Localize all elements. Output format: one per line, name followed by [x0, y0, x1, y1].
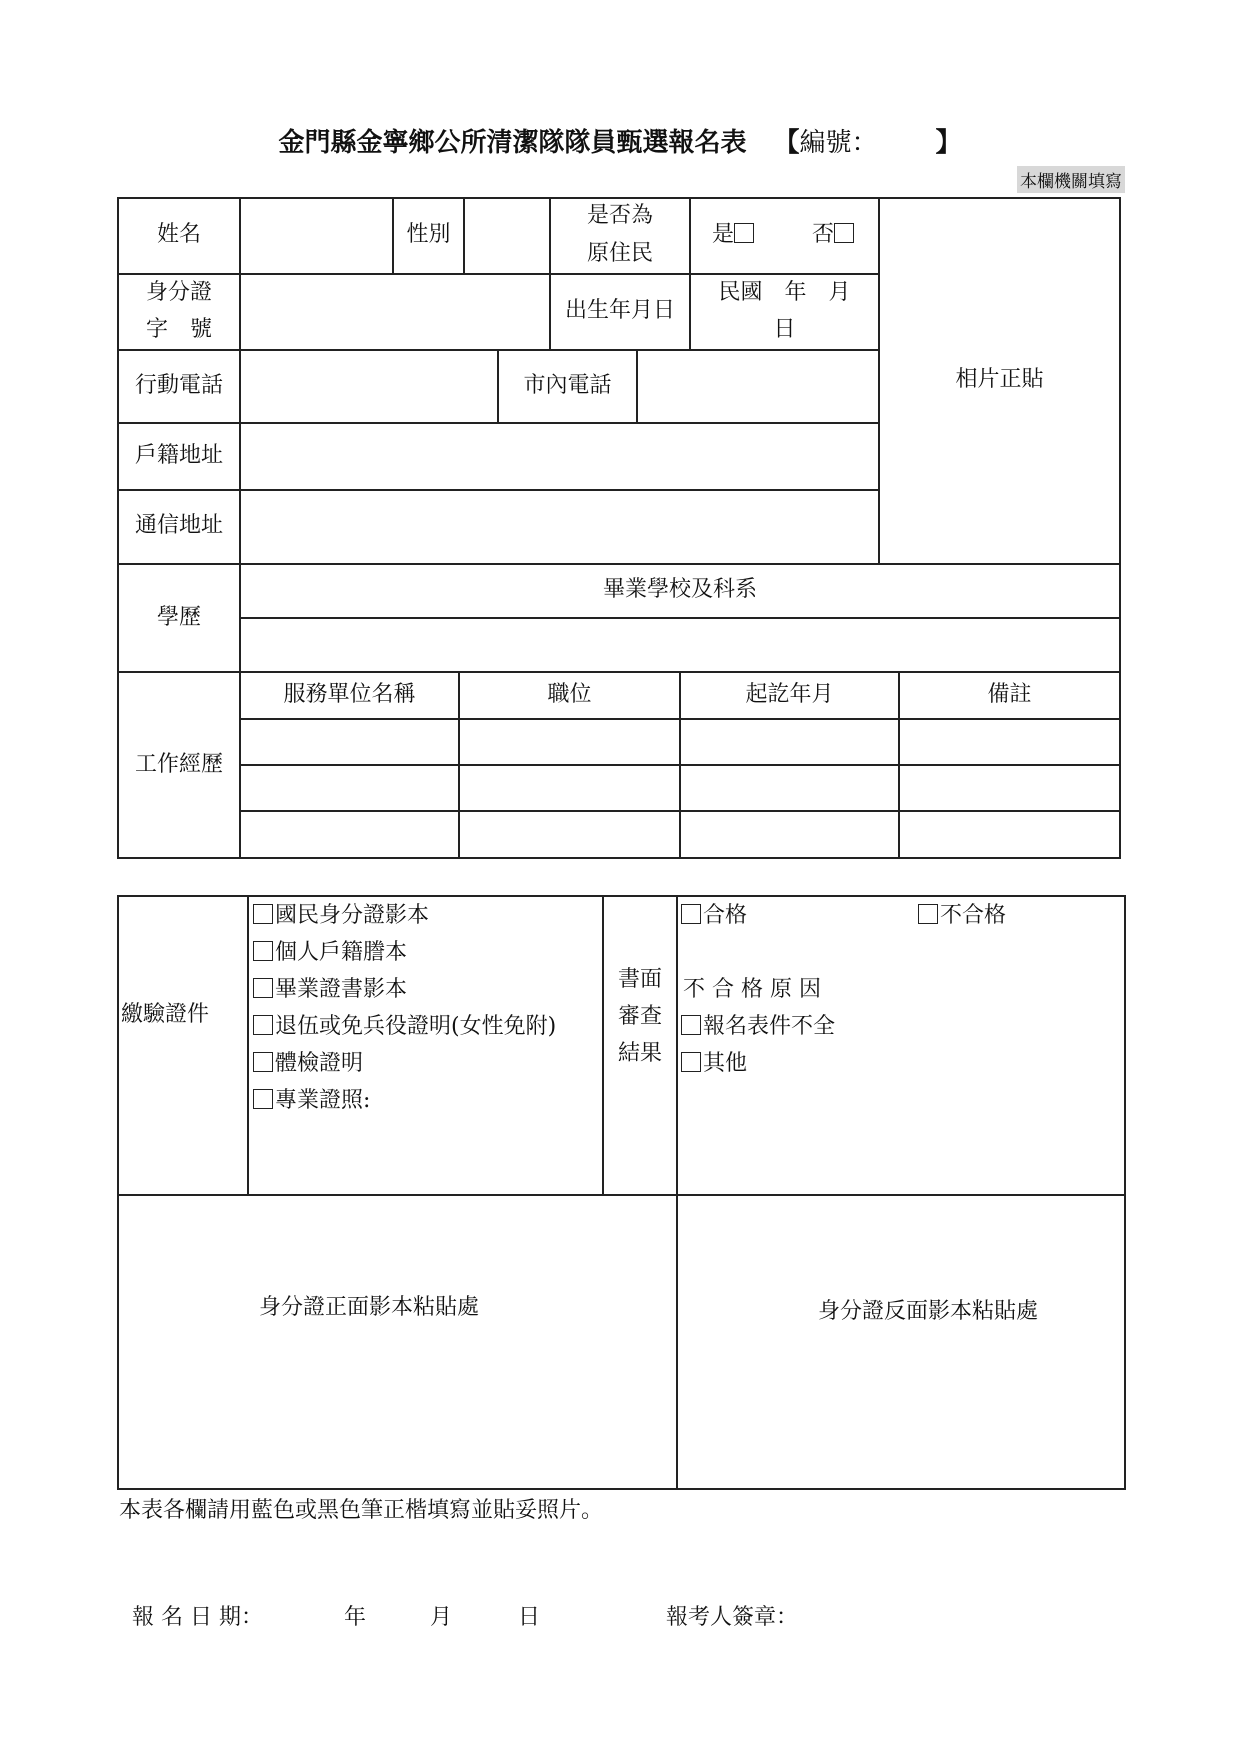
indigenous-no-option[interactable]	[812, 216, 856, 254]
doc-item-military[interactable]	[253, 1008, 556, 1046]
no-checkbox[interactable]	[834, 223, 854, 243]
birth-date-label: 出生年月日	[564, 298, 675, 323]
doc-item-diploma[interactable]	[253, 971, 407, 1009]
doc-diploma-label: 畢業證書影本	[275, 977, 408, 1002]
review-fail-checkbox[interactable]	[918, 904, 938, 924]
serial-number-field[interactable]	[774, 128, 962, 158]
work-col-remarks: 備註	[987, 682, 1032, 707]
review-fail-option[interactable]	[918, 897, 1006, 935]
gender-label: 性別	[406, 222, 451, 247]
signature-label: 報考人簽章：	[666, 1605, 799, 1630]
doc-military-checkbox[interactable]	[253, 1015, 273, 1035]
doc-health-checkbox[interactable]	[253, 1052, 273, 1072]
work-experience-label: 工作經歷	[134, 752, 223, 777]
indigenous-label-line1: 是否為	[586, 203, 653, 228]
reason-incomplete-label: 報名表件不全	[703, 1014, 836, 1039]
id-number-field[interactable]	[241, 275, 549, 349]
name-field[interactable]	[241, 199, 392, 273]
review-pass-checkbox[interactable]	[681, 904, 701, 924]
serial-label: 編號：	[799, 128, 878, 158]
mobile-phone-label: 行動電話	[134, 373, 223, 398]
date-year-label: 年	[344, 1605, 367, 1630]
id-number-label-line2: 字 號	[145, 317, 212, 342]
registered-address-label: 戶籍地址	[134, 443, 223, 468]
work-row-3[interactable]	[241, 812, 1119, 857]
doc-health-label: 體檢證明	[275, 1051, 364, 1076]
mailing-address-field[interactable]	[241, 491, 878, 563]
serial-bracket-open: 【	[773, 128, 800, 158]
doc-id-copy-checkbox[interactable]	[253, 904, 273, 924]
form-title	[0, 122, 1240, 159]
work-row-2[interactable]	[241, 766, 1119, 810]
gender-field[interactable]	[465, 199, 549, 273]
work-col-period: 起訖年月	[745, 682, 834, 707]
education-label: 學歷	[156, 605, 201, 630]
work-col-position: 職位	[547, 682, 592, 707]
doc-license-label: 專業證照:	[275, 1088, 371, 1113]
review-label-line2: 審查	[617, 1004, 662, 1029]
reason-incomplete-checkbox[interactable]	[681, 1015, 701, 1035]
review-label-line1: 書面	[617, 967, 662, 992]
documents-label: 繳驗證件	[121, 1002, 210, 1027]
fail-reason-label: 不 合 格 原 因	[683, 977, 821, 1002]
doc-item-license[interactable]	[253, 1082, 370, 1120]
doc-id-copy-label: 國民身分證影本	[275, 903, 430, 928]
date-month-label: 月	[430, 1605, 453, 1630]
yes-checkbox[interactable]	[734, 223, 754, 243]
yes-label: 是	[712, 222, 735, 247]
doc-household-checkbox[interactable]	[253, 941, 273, 961]
date-day-label: 日	[518, 1605, 541, 1630]
serial-bracket-close: 】	[935, 128, 962, 158]
doc-diploma-checkbox[interactable]	[253, 978, 273, 998]
review-fail-label: 不合格	[940, 903, 1007, 928]
doc-item-health[interactable]	[253, 1045, 363, 1083]
education-header: 畢業學校及科系	[602, 577, 757, 602]
id-front-paste-area: 身分證正面影本粘貼處	[258, 1295, 479, 1320]
work-row-1[interactable]	[241, 720, 1119, 764]
reason-incomplete-option[interactable]	[681, 1008, 835, 1046]
indigenous-yes-option[interactable]	[712, 216, 756, 254]
doc-item-id-copy[interactable]	[253, 897, 429, 935]
name-label: 姓名	[156, 222, 201, 247]
home-phone-label: 市內電話	[523, 373, 612, 398]
birth-date-value-line2[interactable]: 日	[773, 317, 796, 342]
reason-other-option[interactable]	[681, 1045, 747, 1083]
footer-note: 本表各欄請用藍色或黑色筆正楷填寫並貼妥照片。	[119, 1498, 604, 1523]
agency-note: 本欄機關填寫	[1017, 166, 1125, 193]
photo-placeholder[interactable]: 相片正貼	[955, 367, 1044, 392]
registered-address-field[interactable]	[241, 424, 878, 489]
doc-household-label: 個人戶籍謄本	[275, 940, 408, 965]
home-phone-field[interactable]	[638, 351, 878, 422]
doc-license-checkbox[interactable]	[253, 1089, 273, 1109]
signature-field[interactable]	[815, 1600, 1075, 1636]
id-back-paste-area: 身分證反面影本粘貼處	[817, 1299, 1038, 1324]
indigenous-label-line2: 原住民	[586, 241, 653, 266]
no-label: 否	[812, 222, 835, 247]
mailing-address-label: 通信地址	[134, 513, 223, 538]
birth-date-value-line1[interactable]: 民國 年 月	[718, 280, 851, 305]
reason-other-checkbox[interactable]	[681, 1052, 701, 1072]
review-pass-label: 合格	[703, 903, 748, 928]
form-title-text: 金門縣金寧鄉公所清潔隊隊員甄選報名表	[278, 128, 747, 158]
reason-other-label: 其他	[703, 1051, 748, 1076]
education-field[interactable]	[241, 619, 1119, 671]
review-label-line3: 結果	[617, 1041, 662, 1066]
doc-military-label: 退伍或免兵役證明(女性免附)	[275, 1014, 557, 1039]
review-pass-option[interactable]	[681, 897, 747, 935]
application-date-label: 報 名 日 期：	[132, 1605, 263, 1630]
doc-item-household[interactable]	[253, 934, 407, 972]
work-col-organization: 服務單位名稱	[283, 682, 416, 707]
id-number-label-line1: 身分證	[145, 280, 212, 305]
mobile-phone-field[interactable]	[241, 351, 497, 422]
